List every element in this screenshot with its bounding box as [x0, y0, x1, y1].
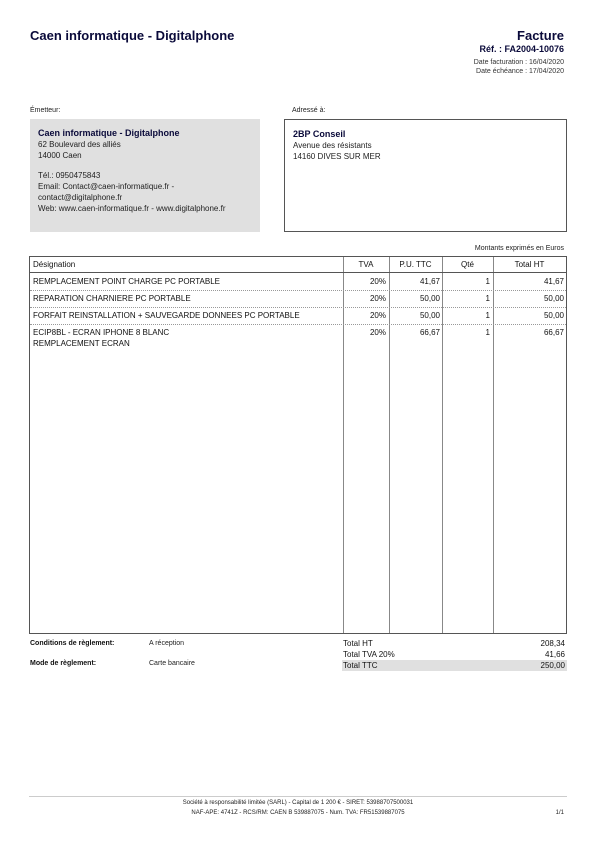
row-quantity: 1 — [485, 277, 490, 286]
document-type-title: Facture — [517, 28, 564, 43]
total-ttc-value: 250,00 — [540, 661, 565, 670]
sender-phone: Tél.: 0950475843 — [38, 171, 101, 180]
currency-note: Montants exprimés en Euros — [474, 245, 564, 252]
row-total: 66,67 — [543, 328, 564, 337]
header-designation: Désignation — [33, 260, 76, 269]
header-unit-price: P.U. TTC — [399, 260, 432, 269]
row-total: 41,67 — [543, 277, 564, 286]
recipient-address-line2: 14160 DIVES SUR MER — [293, 152, 381, 161]
invoice-reference: Réf. : FA2004-10076 — [479, 44, 564, 54]
payment-terms-label: Conditions de règlement: — [30, 640, 115, 647]
row-quantity: 1 — [485, 328, 490, 337]
sender-website: Web: www.caen-informatique.fr - www.digitalphone.fr — [38, 204, 226, 213]
payment-mode-value: Carte bancaire — [149, 660, 195, 667]
row-unit-price: 41,67 — [419, 277, 440, 286]
sender-box — [30, 119, 260, 232]
sender-email-line2: contact@digitalphone.fr — [38, 193, 123, 202]
total-ttc-row — [342, 660, 567, 671]
total-tva-label: Total TVA 20% — [343, 650, 395, 659]
total-tva-value: 41,66 — [544, 650, 565, 659]
row-tva: 20% — [369, 328, 386, 337]
table-row — [30, 273, 566, 291]
table-header-row — [30, 257, 566, 273]
total-tva-row — [342, 649, 567, 660]
row-unit-price: 50,00 — [419, 294, 440, 303]
row-quantity: 1 — [485, 311, 490, 320]
recipient-label: Adressé à: — [292, 107, 326, 114]
footer-legal-line1: Société à responsabilité limitée (SARL) - Capital de 1 200 € - SIRET: 53988707500031 — [182, 800, 414, 806]
invoice-date: Date facturation : 16/04/2020 — [473, 59, 564, 66]
header-tva: TVA — [358, 260, 374, 269]
row-designation: FORFAIT REINSTALLATION + SAUVEGARDE DONNEES PC PORTABLE — [33, 311, 300, 320]
recipient-box — [284, 119, 567, 232]
total-ttc-label: Total TTC — [343, 661, 378, 670]
row-quantity: 1 — [485, 294, 490, 303]
payment-mode-label: Mode de règlement: — [30, 660, 97, 667]
row-tva: 20% — [369, 294, 386, 303]
total-ht-row — [342, 638, 567, 649]
footer-divider — [29, 796, 567, 797]
page-number: 1/1 — [555, 810, 564, 816]
recipient-address-line1: Avenue des résistants — [293, 141, 372, 150]
sender-email-line1: Email: Contact@caen-informatique.fr - — [38, 182, 175, 191]
header-quantity: Qté — [461, 260, 474, 269]
total-ht-value: 208,34 — [540, 639, 565, 648]
table-row — [30, 324, 566, 352]
row-total: 50,00 — [543, 294, 564, 303]
row-designation: REPARATION CHARNIERE PC PORTABLE — [33, 294, 191, 303]
table-row — [30, 307, 566, 325]
row-designation-line1: ECIP8BL - ECRAN IPHONE 8 BLANC — [33, 328, 170, 337]
footer-legal-line2: NAF-APE: 4741Z - RCS/RM: CAEN B 539887075 - Num. TVA: FR51539887075 — [191, 810, 405, 816]
sender-name: Caen informatique - Digitalphone — [38, 128, 180, 138]
row-unit-price: 50,00 — [419, 311, 440, 320]
invoice-dates — [474, 58, 564, 76]
row-tva: 20% — [369, 277, 386, 286]
company-title: Caen informatique - Digitalphone — [30, 28, 235, 43]
row-total: 50,00 — [543, 311, 564, 320]
row-unit-price: 66,67 — [419, 328, 440, 337]
row-designation-line2: REMPLACEMENT ECRAN — [33, 339, 130, 348]
sender-address-line1: 62 Boulevard des alliés — [38, 140, 121, 149]
row-designation — [33, 327, 169, 349]
sender-address-line2: 14000 Caen — [38, 151, 82, 160]
total-ht-label: Total HT — [343, 639, 373, 648]
sender-label: Émetteur: — [30, 107, 61, 114]
due-date: Date échéance : 17/04/2020 — [476, 68, 564, 75]
header-total: Total HT — [514, 260, 545, 269]
sender-spacer — [38, 161, 252, 170]
items-table — [29, 256, 567, 634]
table-row — [30, 290, 566, 308]
row-tva: 20% — [369, 311, 386, 320]
row-designation: REMPLACEMENT POINT CHARGE PC PORTABLE — [33, 277, 221, 286]
recipient-name: 2BP Conseil — [293, 129, 346, 139]
payment-terms-value: A réception — [149, 640, 185, 647]
